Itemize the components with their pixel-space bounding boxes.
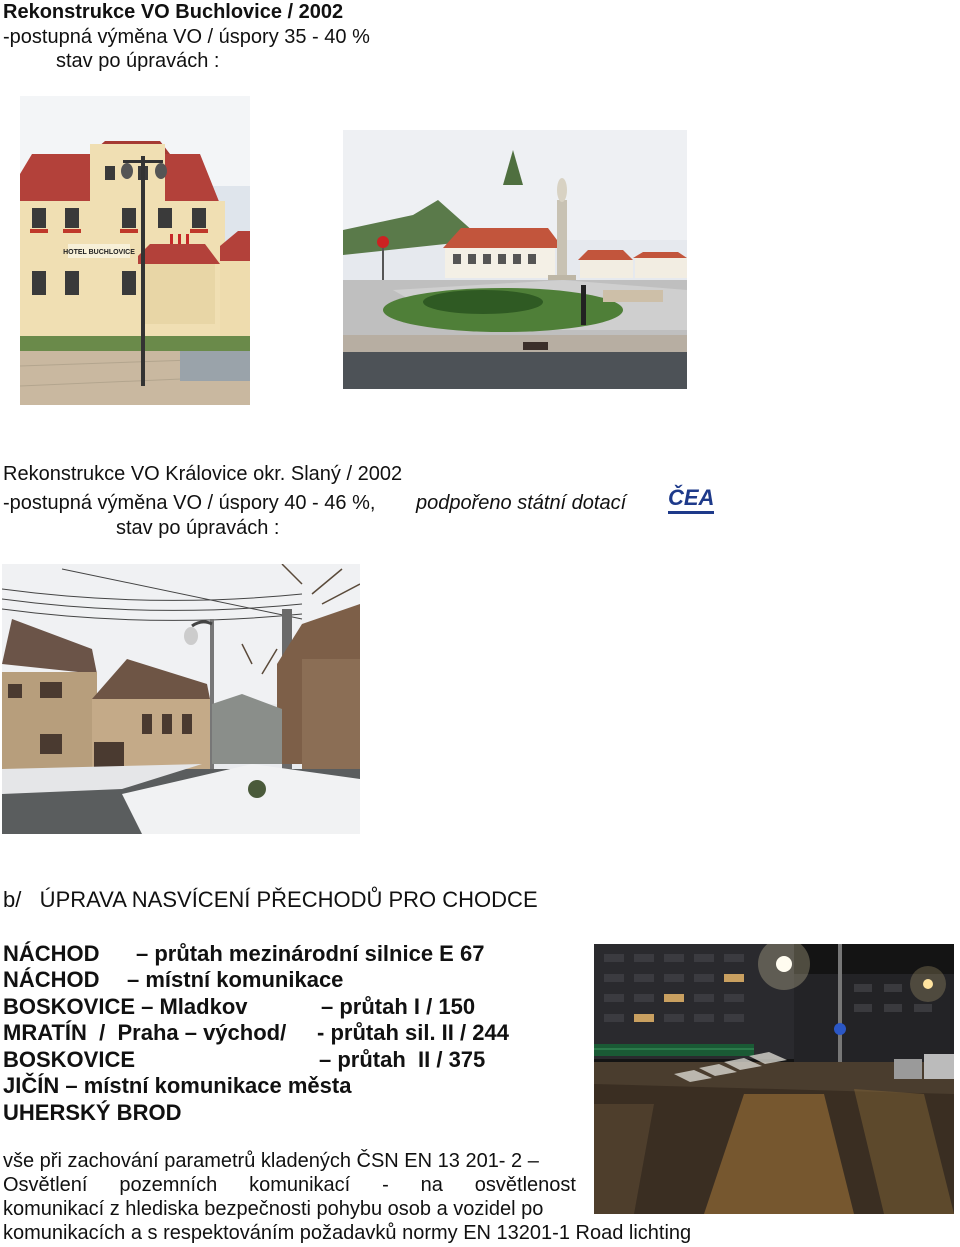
crossing-item	[3, 1046, 485, 1073]
crossing-desc: – průtah II / 375	[319, 1047, 486, 1072]
crossing-place: JIČÍN – místní komunikace města	[3, 1073, 352, 1098]
crossing-place: BOSKOVICE – Mladkov	[3, 994, 248, 1019]
hotel-sign-text: HOTEL BUCHLOVICE	[63, 249, 135, 256]
crossing-place: BOSKOVICE	[3, 1047, 136, 1072]
paragraph-word: osvětlenost	[474, 1174, 576, 1196]
crossing-place: NÁCHOD	[3, 967, 100, 992]
crossing-item	[3, 1019, 509, 1046]
crossing-place: MRATÍN / Praha – východ/	[3, 1020, 287, 1045]
paragraph-line-1: vše při zachování parametrů kladených ČSN EN 13 201- 2 –	[3, 1150, 539, 1172]
crossing-item	[3, 1099, 181, 1126]
cea-logo: ČEA	[668, 485, 714, 514]
section1-savings-line: -postupná výměna VO / úspory 35 - 40 %	[3, 26, 370, 48]
section1-title: Rekonstrukce VO Buchlovice / 2002	[3, 1, 344, 23]
section2-title: Rekonstrukce VO Královice okr. Slaný / 2002	[3, 463, 403, 485]
section1-state-label: stav po úpravách :	[56, 50, 220, 72]
buchlovice-square-photo	[343, 130, 687, 389]
paragraph-word: komunikací	[249, 1174, 351, 1196]
hotel-buchlovice-photo	[20, 96, 250, 405]
paragraph-word: pozemních	[119, 1174, 218, 1196]
crossing-place: NÁCHOD	[3, 941, 100, 966]
crossing-item	[3, 1072, 351, 1099]
crossing-desc: – průtah I / 150	[321, 994, 476, 1019]
crossing-item	[3, 993, 475, 1020]
paragraph-line-4: komunikacích a s respektováním požadavků normy EN 13201-1 Road lichting	[3, 1222, 692, 1244]
crossing-desc: - průtah sil. II / 244	[317, 1020, 509, 1045]
crossing-item	[3, 940, 484, 967]
paragraph-line-3: komunikací z hlediska bezpečnosti pohybu osob a vozidel po	[3, 1198, 544, 1220]
night-crossing-photo	[594, 944, 954, 1214]
paragraph-word: na	[420, 1174, 443, 1196]
state-subsidy-note: podpořeno státní dotací	[416, 492, 627, 514]
crossing-desc: – místní komunikace	[127, 967, 344, 992]
section2-state-label: stav po úpravách :	[116, 517, 280, 539]
section3-heading: b/ ÚPRAVA NASVÍCENÍ PŘECHODŮ PRO CHODCE	[3, 887, 538, 912]
section2-savings-line: -postupná výměna VO / úspory 40 - 46 %,	[3, 492, 376, 514]
paragraph-line-2	[3, 1173, 576, 1197]
paragraph-word: -	[382, 1174, 389, 1196]
paragraph-word: Osvětlení	[3, 1174, 88, 1196]
crossing-desc: – průtah mezinárodní silnice E 67	[136, 941, 485, 966]
crossing-place: UHERSKÝ BROD	[3, 1100, 182, 1125]
crossing-item	[3, 966, 343, 993]
kralovice-street-photo	[2, 564, 360, 834]
